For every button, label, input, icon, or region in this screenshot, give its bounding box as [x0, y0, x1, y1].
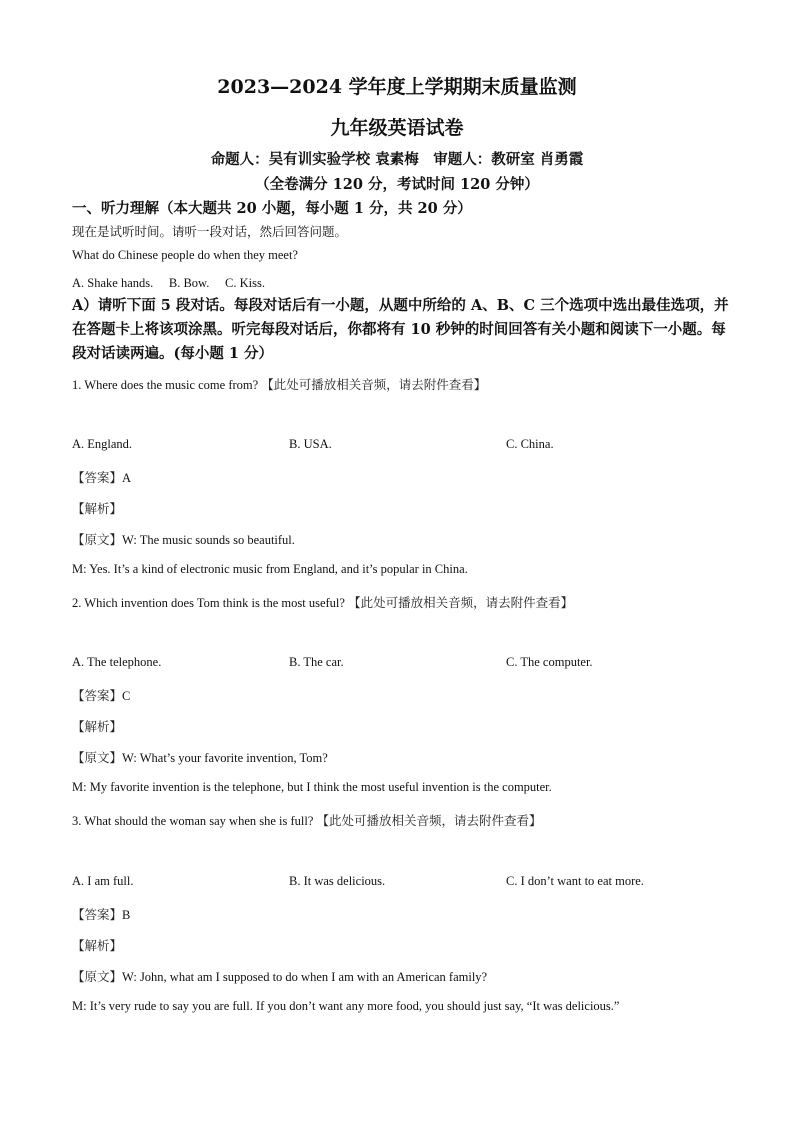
transcript-line: M: My favorite invention is the telephone, but I think the most useful invention is the computer. — [72, 780, 552, 794]
option-a: A. The telephone. — [72, 655, 162, 669]
answer-value: A — [122, 471, 132, 485]
part-a-instruction: A）请听下面 5 段对话。每段对话后有一小题，从题中所给的 A、B、C 三个选项中选出最佳选项，并在答题卡上将该项涂黑。听完每段对话后，你都将有 10 秒钟的时间回答有关小题和阅读下一小题。每段对话读两遍。(每小题 1 分） — [72, 297, 729, 362]
audio-note: 【此处可播放相关音频，请去附件查看】 — [316, 813, 542, 828]
practice-options: A. Shake hands. B. Bow. C. Kiss. — [72, 276, 265, 290]
practice-question: What do Chinese people do when they meet? — [72, 248, 298, 262]
answer-row — [72, 905, 130, 923]
answer-value: B — [122, 908, 131, 922]
question-text: 1. Where does the music come from? — [72, 378, 259, 392]
transcript-line: W: The music sounds so beautiful. — [122, 533, 295, 547]
transcript-line: W: What’s your favorite invention, Tom? — [122, 751, 328, 765]
option-b: B. The car. — [289, 655, 344, 669]
section-heading: 一、听力理解（本大题共 20 小题，每小题 1 分，共 20 分） — [72, 200, 472, 217]
analysis-label: 【解析】 — [72, 938, 123, 953]
question-text: 3. What should the woman say when she is full? — [72, 814, 314, 828]
transcript-label: 【原文】 — [72, 969, 123, 984]
option-c: C. China. — [506, 437, 554, 451]
option-c: C. The computer. — [506, 655, 593, 669]
exam-info: （全卷满分 120 分，考试时间 120 分钟） — [255, 176, 539, 193]
audio-note: 【此处可播放相关音频，请去附件查看】 — [261, 377, 487, 392]
exam-subtitle: 九年级英语试卷 — [330, 117, 464, 139]
audio-note: 【此处可播放相关音频，请去附件查看】 — [348, 595, 574, 610]
option-a: A. I am full. — [72, 874, 134, 888]
option-b: B. It was delicious. — [289, 874, 386, 888]
practice-note: 现在是试听时间。请听一段对话，然后回答问题。 — [72, 224, 348, 239]
analysis-label: 【解析】 — [72, 719, 123, 734]
answer-label: 【答案】 — [72, 907, 123, 922]
transcript-line: M: Yes. It’s a kind of electronic music from England, and it’s popular in China. — [72, 562, 468, 576]
question-3 — [72, 811, 542, 829]
option-a: A. England. — [72, 437, 133, 451]
answer-value: C — [122, 689, 131, 703]
answer-label: 【答案】 — [72, 470, 123, 485]
option-c: C. I don’t want to eat more. — [506, 874, 644, 888]
question-2 — [72, 593, 573, 611]
exam-authors: 命题人：吴有训实验学校 袁素梅 审题人：教研室 肖勇霞 — [210, 151, 584, 168]
exam-title: 2023—2024 学年度上学期期末质量监测 — [217, 76, 577, 98]
analysis-label: 【解析】 — [72, 501, 123, 516]
transcript-label: 【原文】 — [72, 532, 123, 547]
transcript-row — [72, 748, 328, 766]
question-text: 2. Which invention does Tom think is the most useful? — [72, 596, 345, 610]
answer-row — [72, 468, 131, 486]
transcript-label: 【原文】 — [72, 750, 123, 765]
answer-label: 【答案】 — [72, 688, 123, 703]
option-b: B. USA. — [289, 437, 332, 451]
question-1 — [72, 375, 486, 393]
transcript-row — [72, 967, 487, 985]
transcript-line: W: John, what am I supposed to do when I am with an American family? — [122, 970, 488, 984]
transcript-row — [72, 530, 295, 548]
transcript-line: M: It’s very rude to say you are full. If you don’t want any more food, you should just say, “It was delicious.” — [72, 999, 620, 1013]
answer-row — [72, 686, 130, 704]
